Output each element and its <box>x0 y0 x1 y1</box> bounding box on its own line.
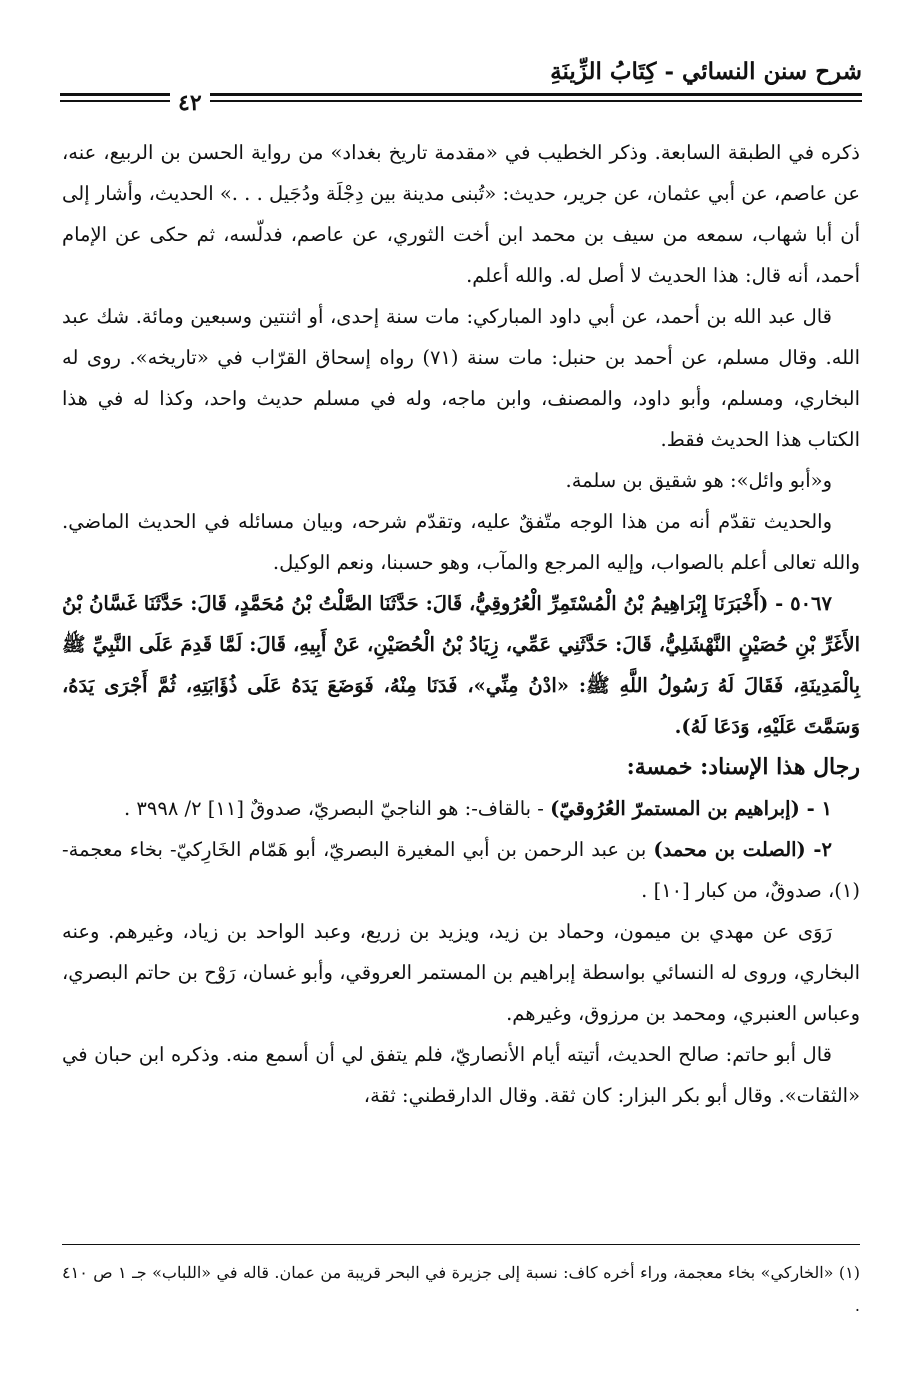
footnotes <box>62 1256 860 1322</box>
narrator-detail: بن عبد الرحمن بن أبي المغيرة البصريّ، أبو هَمّام الخَارِكيّ- بخاء معجمة-(١)، صدوقٌ، من كبار [١٠] . <box>62 838 860 902</box>
paragraph: قال عبد الله بن أحمد، عن أبي داود المباركي: مات سنة إحدى، أو اثنتين وسبعين ومائة. شك عبد الله. وقال مسلم، عن أحمد بن حنبل: مات سنة (٧١) رواه إسحاق القرّاب في «تاريخه». روى له البخاري، ومسلم، وأبو داود، والمصنف، وابن ماجه، وله في مسلم حديث واحد، وكذا له في هذا الكتاب هذا الحديث فقط. <box>62 305 860 451</box>
paragraph: والحديث تقدّم أنه من هذا الوجه متّفقٌ عليه، وتقدّم شرحه، وبيان مسائله في الحديث الماضي. والله تعالى أعلم بالصواب، وإليه المرجع والمآب، وهو حسبنا، ونعم الوكيل. <box>62 510 860 574</box>
page-number: ٤٢ <box>170 90 210 116</box>
hadith-text: ٥٠٦٧ - (أَخْبَرَنَا إِبْرَاهِيمُ بْنُ الْمُسْتَمِرِّ الْعُرُوقِيُّ، قَالَ: حَدَّثَنَا الصَّلْتُ بْنُ مُحَمَّدٍ، قَالَ: حَدَّثَنَا غَسَّانُ بْنُ الأَغَرِّ بْنِ حُصَيْنٍ النَّهْشَلِيُّ، قَالَ: حَدَّثَنِي عَمِّي، زِيَادُ بْنُ الْحُصَيْنِ، عَنْ أَبِيهِ، قَالَ: لَمَّا قَدِمَ عَلَى النَّبِيِّ ﷺ بِالْمَدِينَةِ، فَقَالَ لَهُ رَسُولُ اللَّهِ ﷺ: «ادْنُ مِنِّي»، فَدَنَا مِنْهُ، فَوَضَعَ يَدَهُ عَلَى ذُؤَابَتِهِ، ثُمَّ أَجْرَى يَدَهُ، وَسَمَّتَ عَلَيْهِ، وَدَعَا لَهُ). <box>62 592 860 738</box>
section-heading: رجال هذا الإسناد: خمسة: <box>626 754 860 780</box>
main-text <box>62 132 860 1116</box>
paragraph: ذكره في الطبقة السابعة. وذكر الخطيب في «مقدمة تاريخ بغداد» من رواية الحسن بن الربيع، عنه، عن عاصم، عن أبي عثمان، عن جرير، حديث: «تُبنى مدينة بين دِجْلَة ودُجَيل . . .» الحديث، وأشار إلى أن أبا شهاب، سمعه من سيف بن محمد ابن أخت الثوري، عن عاصم، فدلّسه، ثم حكى عن الإمام أحمد، أنه قال: هذا الحديث لا أصل له. والله أعلم. <box>62 141 860 287</box>
narrator-entry <box>62 788 860 829</box>
paragraph: و«أبو وائل»: هو شقيق بن سلمة. <box>565 469 832 492</box>
narrator-name: ٢- (الصلت بن محمد) <box>653 838 832 861</box>
page-header <box>60 58 862 116</box>
narrator-name: ١ - (إبراهيم بن المستمرّ العُرُوقيّ) <box>550 797 832 820</box>
paragraph: رَوَى عن مهدي بن ميمون، وحماد بن زيد، ويزيد بن زريع، وعبد الواحد بن زياد، وغيرهم. وعنه البخاري، وروى له النسائي بواسطة إبراهيم بن المستمر العروقي، وأبو غسان، رَوْح بن حاتم البصري، وعباس العنبري، ومحمد بن مرزوق، وغيرهم. <box>62 920 860 1025</box>
paragraph: قال أبو حاتم: صالح الحديث، أتيته أيام الأنصاريّ، فلم يتفق لي أن أسمع منه. وذكره ابن حبان في «الثقات». وقال أبو بكر البزار: كان ثقة. وقال الدارقطني: ثقة، <box>62 1043 860 1107</box>
narrator-entry <box>62 829 860 911</box>
footnote-divider <box>62 1244 860 1245</box>
narrator-detail: - بالقاف-: هو الناجيّ البصريّ، صدوقٌ [١١] ٢/ ٣٩٩٨ . <box>124 797 544 820</box>
footnote: (١) «الخاركي» بخاء معجمة، وراء أخره كاف: نسبة إلى جزيرة في البحر قريبة من عمان. قاله في «اللباب» جـ ١ ص ٤١٠ . <box>62 1263 861 1315</box>
running-title: شرح سنن النسائي - كِتَابُ الزِّينَةِ <box>550 58 862 85</box>
